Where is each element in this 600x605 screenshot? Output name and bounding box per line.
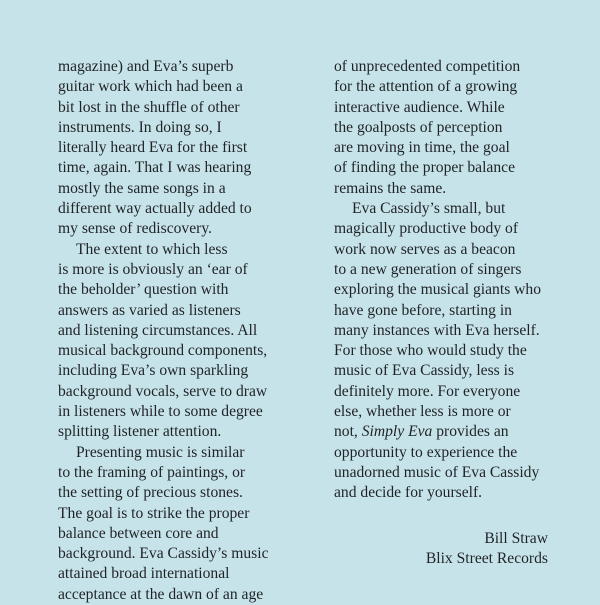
text-line: opportunity to experience the — [334, 443, 518, 461]
text-line: different way actually added to — [58, 200, 252, 218]
text-line: for the attention of a growing — [334, 78, 518, 96]
text-line: the setting of precious stones. — [58, 484, 243, 502]
text-fragment: not, — [334, 423, 362, 441]
paragraph — [334, 57, 574, 199]
text-line: are moving in time, the goal — [334, 139, 510, 157]
text-line: and decide for yourself. — [334, 484, 483, 502]
signature-name: Bill Straw — [484, 529, 548, 547]
text-line: music of Eva Cassidy, less is — [334, 362, 515, 380]
text-line: instruments. In doing so, I — [58, 118, 222, 136]
signature-company: Blix Street Records — [425, 549, 548, 567]
text-line: literally heard Eva for the first — [58, 139, 248, 157]
text-line: my sense of rediscovery. — [58, 220, 213, 238]
text-line: splitting listener attention. — [58, 423, 222, 441]
album-title: Simply Eva — [361, 423, 433, 441]
text-line: answers as varied as listeners — [58, 301, 241, 319]
paragraph — [334, 199, 574, 503]
paragraph — [58, 240, 298, 443]
text-line: The goal is to strike the proper — [58, 504, 250, 522]
text-line: unadorned music of Eva Cassidy — [334, 463, 540, 481]
text-line: Eva Cassidy’s small, but — [352, 200, 506, 218]
text-line: of unprecedented competition — [334, 58, 521, 75]
text-line: the goalposts of perception — [334, 118, 503, 136]
text-line: background. Eva Cassidy’s music — [58, 545, 269, 563]
text-line: have gone before, starting in — [334, 301, 512, 319]
text-line: is more is obviously an ‘ear of — [58, 260, 248, 278]
text-line: magically productive body of — [334, 220, 519, 238]
text-line: balance between core and — [58, 524, 219, 542]
text-line: many instances with Eva herself. — [334, 321, 540, 339]
text-line: exploring the musical giants who — [334, 281, 542, 299]
text-line: work now serves as a beacon — [334, 240, 516, 258]
text-line: including Eva’s own sparkling — [58, 362, 249, 380]
text-line: else, whether less is more or — [334, 403, 511, 421]
paragraph — [58, 443, 298, 605]
text-line: the beholder’ question with — [58, 281, 229, 299]
text-line: acceptance at the dawn of an age — [58, 585, 264, 603]
text-line: bit lost in the shuffle of other — [58, 98, 240, 116]
text-line: guitar work which had been a — [58, 78, 243, 96]
text-line: and listening circumstances. All — [58, 321, 258, 339]
text-line: For those who would study the — [334, 342, 527, 360]
text-line-with-album-title — [334, 422, 574, 442]
text-line: of finding the proper balance — [334, 159, 515, 177]
text-line: Presenting music is similar — [76, 443, 245, 461]
text-line: mostly the same songs in a — [58, 179, 226, 197]
signature-block — [334, 529, 574, 570]
text-line: to the framing of paintings, or — [58, 463, 246, 481]
text-fragment: provides an — [432, 423, 509, 441]
right-column — [334, 57, 574, 569]
text-line: time, again. That I was hearing — [58, 159, 252, 177]
text-line: definitely more. For everyone — [334, 382, 521, 400]
paragraph — [58, 57, 298, 240]
text-line: The extent to which less — [76, 240, 228, 258]
text-line: musical background components, — [58, 342, 268, 360]
text-line: magazine) and Eva’s superb — [58, 58, 234, 75]
text-line: to a new generation of singers — [334, 260, 522, 278]
text-line: attained broad international — [58, 565, 230, 583]
text-line: interactive audience. While — [334, 98, 505, 116]
text-line: in listeners while to some degree — [58, 403, 263, 421]
left-column — [58, 57, 298, 605]
text-line: remains the same. — [334, 179, 447, 197]
text-line: background vocals, serve to draw — [58, 382, 268, 400]
